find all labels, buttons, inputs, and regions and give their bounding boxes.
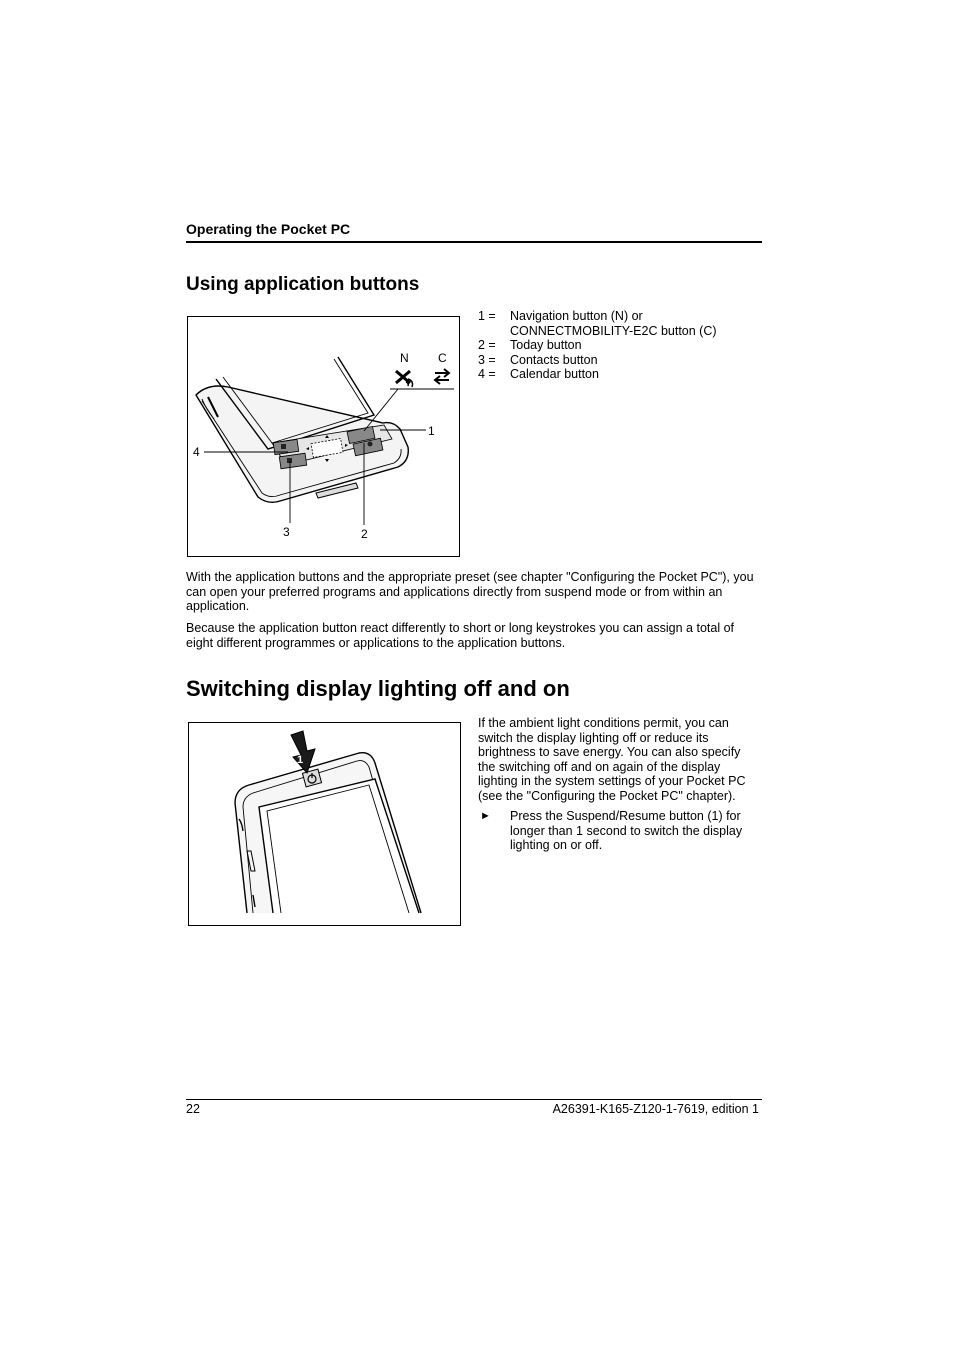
page-number: 22 [186, 1102, 200, 1116]
pocket-pc-buttons-illustration [188, 317, 459, 556]
body-paragraph-keystrokes: Because the application button react differently to short or long keystrokes you can assign a total of eight different programmes or applications to the application buttons. [186, 621, 735, 650]
body-paragraph-presets: With the application buttons and the appropriate preset (see chapter "Configuring the Pocket PC"), you can open your preferred programs and applications directly from suspend mode or from within an application. [186, 570, 754, 614]
legend-item [478, 353, 717, 368]
figure-label-n: N [400, 351, 409, 365]
body-paragraph-ambient-light: If the ambient light conditions permit, you can switch the display lighting off or reduce its brightness to save energy. You can also specify the switching off and on again of the display lighting in the system settings of your Pocket PC (see the "Configuring the Pocket PC" chapter). [478, 716, 746, 803]
legend-number: 2 = [478, 338, 496, 353]
legend-text: Contacts button [510, 352, 598, 367]
bullet-arrow-icon: ► [480, 810, 491, 822]
navigation-satellite-icon [396, 371, 413, 387]
figure-suspend-resume [188, 722, 461, 926]
callout-3: 3 [283, 525, 290, 539]
figure-application-buttons [187, 316, 460, 557]
legend-item [478, 324, 717, 339]
callout-4: 4 [193, 445, 200, 459]
legend-number: 4 = [478, 367, 496, 382]
legend-text: Navigation button (N) or [510, 309, 643, 323]
header-rule [186, 241, 762, 243]
callout-1: 1 [428, 424, 435, 438]
footer-rule [186, 1099, 762, 1100]
instruction-text: Press the Suspend/Resume button (1) for longer than 1 second to switch the display lighting on or off. [510, 809, 743, 853]
sync-arrows-icon [435, 369, 449, 384]
section-heading-display-lighting: Switching display lighting off and on [186, 676, 570, 701]
legend-text: Today button [510, 338, 582, 353]
running-header-title: Operating the Pocket PC [186, 221, 351, 237]
legend-text: Calendar button [510, 367, 599, 382]
callout-1-suspend: 1 [297, 754, 304, 766]
button-legend [478, 309, 717, 382]
legend-item [478, 367, 717, 382]
legend-number: 1 = [478, 309, 496, 323]
legend-item [478, 338, 717, 353]
callout-2: 2 [361, 527, 368, 541]
document-id: A26391-K165-Z120-1-7619, edition 1 [552, 1102, 759, 1116]
legend-item [478, 309, 717, 324]
legend-number: 3 = [478, 352, 496, 367]
legend-text: CONNECTMOBILITY-E2C button (C) [510, 323, 717, 338]
section-heading-application-buttons: Using application buttons [186, 274, 420, 295]
figure-label-c: C [438, 351, 447, 365]
instruction-step [478, 809, 760, 853]
legend-number [478, 324, 510, 339]
pocket-pc-suspend-illustration [189, 723, 460, 925]
